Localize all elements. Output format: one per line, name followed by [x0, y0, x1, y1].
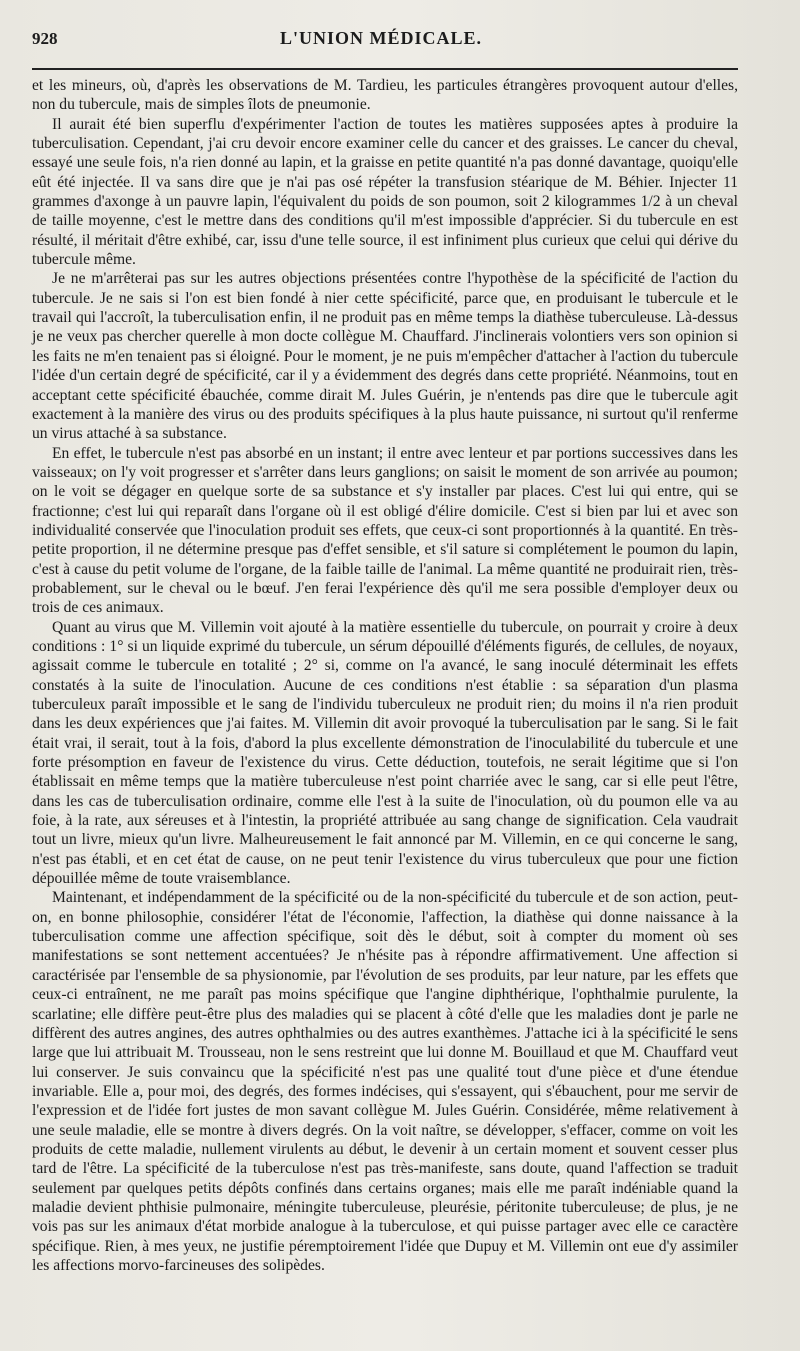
header-rule — [32, 68, 738, 70]
paragraph: Quant au virus que M. Villemin voit ajouté à la matière essentielle du tubercule, on pourrait y croire à deux conditions : 1° si un liquide exprimé du tubercule, un sérum dépouillé d'éléments figurés, de cellules, de noyaux, agissait comme le tubercule en totalité ; 2° si, comme on l'a avancé, le sang inoculé déterminait les effets constatés à la suite de l'inoculation. Aucune de ces conditions n'est établie : sa séparation d'un plasma tuberculeux paraît impossible et le sang de l'individu tuberculeux ne produit rien; du moins il n'a rien produit dans les deux expériences que j'ai faites. M. Villemin dit avoir provoqué la tuberculisation par le sang. Si le fait était vrai, il serait, tout à la fois, d'abord la plus excellente démonstration de l'inoculabilité du tubercule et une forte présomption en faveur de l'existence du virus. Cette déduction, toutefois, ne serait légitime que si l'on établissait en même temps que la matière tuberculeuse n'est point charriée avec le sang, car si elle peut l'être, dans les cas de tuberculisation ordinaire, comme elle l'est à la suite de l'inoculation, où du poumon elle va au foie, à la rate, aux séreuses et à l'intestin, la propriété attribuée au sang change de signification. Cela vaudrait tout un livre, mieux qu'un livre. Malheureusement le fait annoncé par M. Villemin, en ce qui concerne le sang, n'est pas établi, et en cet état de cause, on ne peut tenir l'existence du virus tuberculeux que pour une fiction dépouillée même de toute vraisemblance. — [32, 618, 738, 888]
page-number: 928 — [32, 29, 58, 48]
paragraph: Il aurait été bien superflu d'expérimenter l'action de toutes les matières supposées aptes à produire la tuberculisation. Cependant, j'ai cru devoir encore examiner celle du cancer et des graisses. Le cancer du cheval, essayé une seule fois, n'a rien donné au lapin, et la graisse en petite quantité n'a pas donné davantage, quoiqu'elle eût été injectée. Il va sans dire que je n'ai pas osé répéter la transfusion stéarique de M. Béhier. Injecter 11 grammes d'axonge à un pauvre lapin, l'équivalent du poids de son poumon, soit 2 kilogrammes 1/2 à un cheval de taille moyenne, c'est le mettre dans des conditions qu'il m'est impossible d'apprécier. Si du tubercule en est résulté, il méritait d'être exhibé, car, issu d'une telle source, il est infiniment plus curieux que celui qui dérive du tubercule même. — [32, 115, 738, 269]
paragraph: et les mineurs, où, d'après les observations de M. Tardieu, les particules étrangères provoquent autour d'elles, non du tubercule, mais de simples îlots de pneumonie. — [32, 77, 738, 114]
article-body — [32, 76, 738, 1275]
paragraph: En effet, le tubercule n'est pas absorbé en un instant; il entre avec lenteur et par portions successives dans les vaisseaux; on l'y voit progresser et s'arrêter dans leurs ganglions; on saisit le moment de son arrivée au poumon; on le voit se dégager en quelque sorte de sa substance et s'y installer par places. C'est lui qui entre, qui se fractionne; c'est lui qui reparaît dans l'organe où il est obligé d'élire domicile. C'est si bien par lui et avec son individualité conservée que l'inoculation produit ses effets, que ceux-ci sont proportionnés à la quantité. En très-petite proportion, il ne détermine presque pas d'effet sensible, et s'il sature si complétement le poumon du lapin, c'est à cause du petit volume de l'organe, de la faible taille de l'animal. La même quantité ne produirait rien, très-probablement, sur le cheval ou le bœuf. J'en ferai l'expérience dès qu'il me sera possible d'employer deux ou trois de ces animaux. — [32, 444, 738, 617]
running-title: L'UNION MÉDICALE. — [280, 28, 483, 48]
paragraph: Maintenant, et indépendamment de la spécificité ou de la non-spécificité du tubercule et de son action, peut-on, en bonne philosophie, considérer l'état de l'économie, l'affection, la diathèse qui donne naissance à la tuberculisation comme une affection spécifique, soit dès le début, soit à compter du moment où ses manifestations se sont nettement accentuées? Je n'hésite pas à répondre affirmativement. Une affection si caractérisée par l'ensemble de sa physionomie, par l'évolution de ses produits, par leur nature, par les effets que ceux-ci entraînent, ne me paraît pas moins spécifique que l'angine diphthérique, l'ophthalmie purulente, la scarlatine; elle diffère peut-être plus des maladies qui se placent à côté d'elle que les maladies dont je parle ne diffèrent des autres angines, des autres ophthalmies ou des autres exanthèmes. J'attache ici à la spécificité le sens large que lui attribuait M. Trousseau, non le sens restreint que lui donne M. Bouillaud et que M. Chauffard veut lui conserver. Je suis convaincu que la spécificité n'est pas une qualité tout d'une pièce et d'une étendue invariable. Elle a, pour moi, des degrés, des formes indécises, qui s'essayent, qui s'ébauchent, pour me servir de l'expression et de l'idée fort justes de mon savant collègue M. Jules Guérin. Considérée, même relativement à une seule maladie, elle se montre à divers degrés. On la voit naître, se développer, s'effacer, comme on voit les produits de cette maladie, nullement virulents au début, le devenir à un certain moment et souvent cesser plus tard de l'être. La spécificité de la tuberculose n'est pas très-manifeste, sans doute, quand l'affection se traduit seulement par quelques petits dépôts confinés dans certains organes; mais elle me paraît indéniable quand la maladie devient phthisie pulmonaire, méningite tuberculeuse, pleurésie, péritonite tuberculeuse; de plus, je ne vois pas sur les animaux d'état morbide analogue à la tuberculose, et qui puisse partager avec elle ce caractère spécifique. Rien, à mes yeux, ne justifie péremptoirement l'idée que Dupuy et M. Villemin ont eue d'y assimiler les affections morvo-farcineuses des solipèdes. — [32, 889, 738, 1274]
paragraph: Je ne m'arrêterai pas sur les autres objections présentées contre l'hypothèse de la spécificité de l'action du tubercule. Je ne sais si l'on est bien fondé à nier cette spécificité, parce que, en produisant le tubercule et le travail qui l'accroît, la tuberculisation enfin, il ne produit pas en même temps la diathèse tuberculeuse. Là-dessus je ne veux pas chercher querelle à mon docte collègue M. Chauffard. J'inclinerais volontiers vers son opinion si les faits ne m'en tenaient pas si éloigné. Pour le moment, je ne puis m'empêcher d'attacher à l'action du tubercule l'idée d'un certain degré de spécificité, car il y a évidemment des degrés dans cette propriété. Néanmoins, tout en acceptant cette spécificité ébauchée, comme dirait M. Jules Guérin, je n'entends pas dire que le tubercule agit exactement à la manière des virus ou des produits spécifiques à la plus haute puissance, ni surtout qu'il renferme un virus attaché à sa substance. — [32, 270, 738, 443]
page-header — [32, 28, 738, 58]
